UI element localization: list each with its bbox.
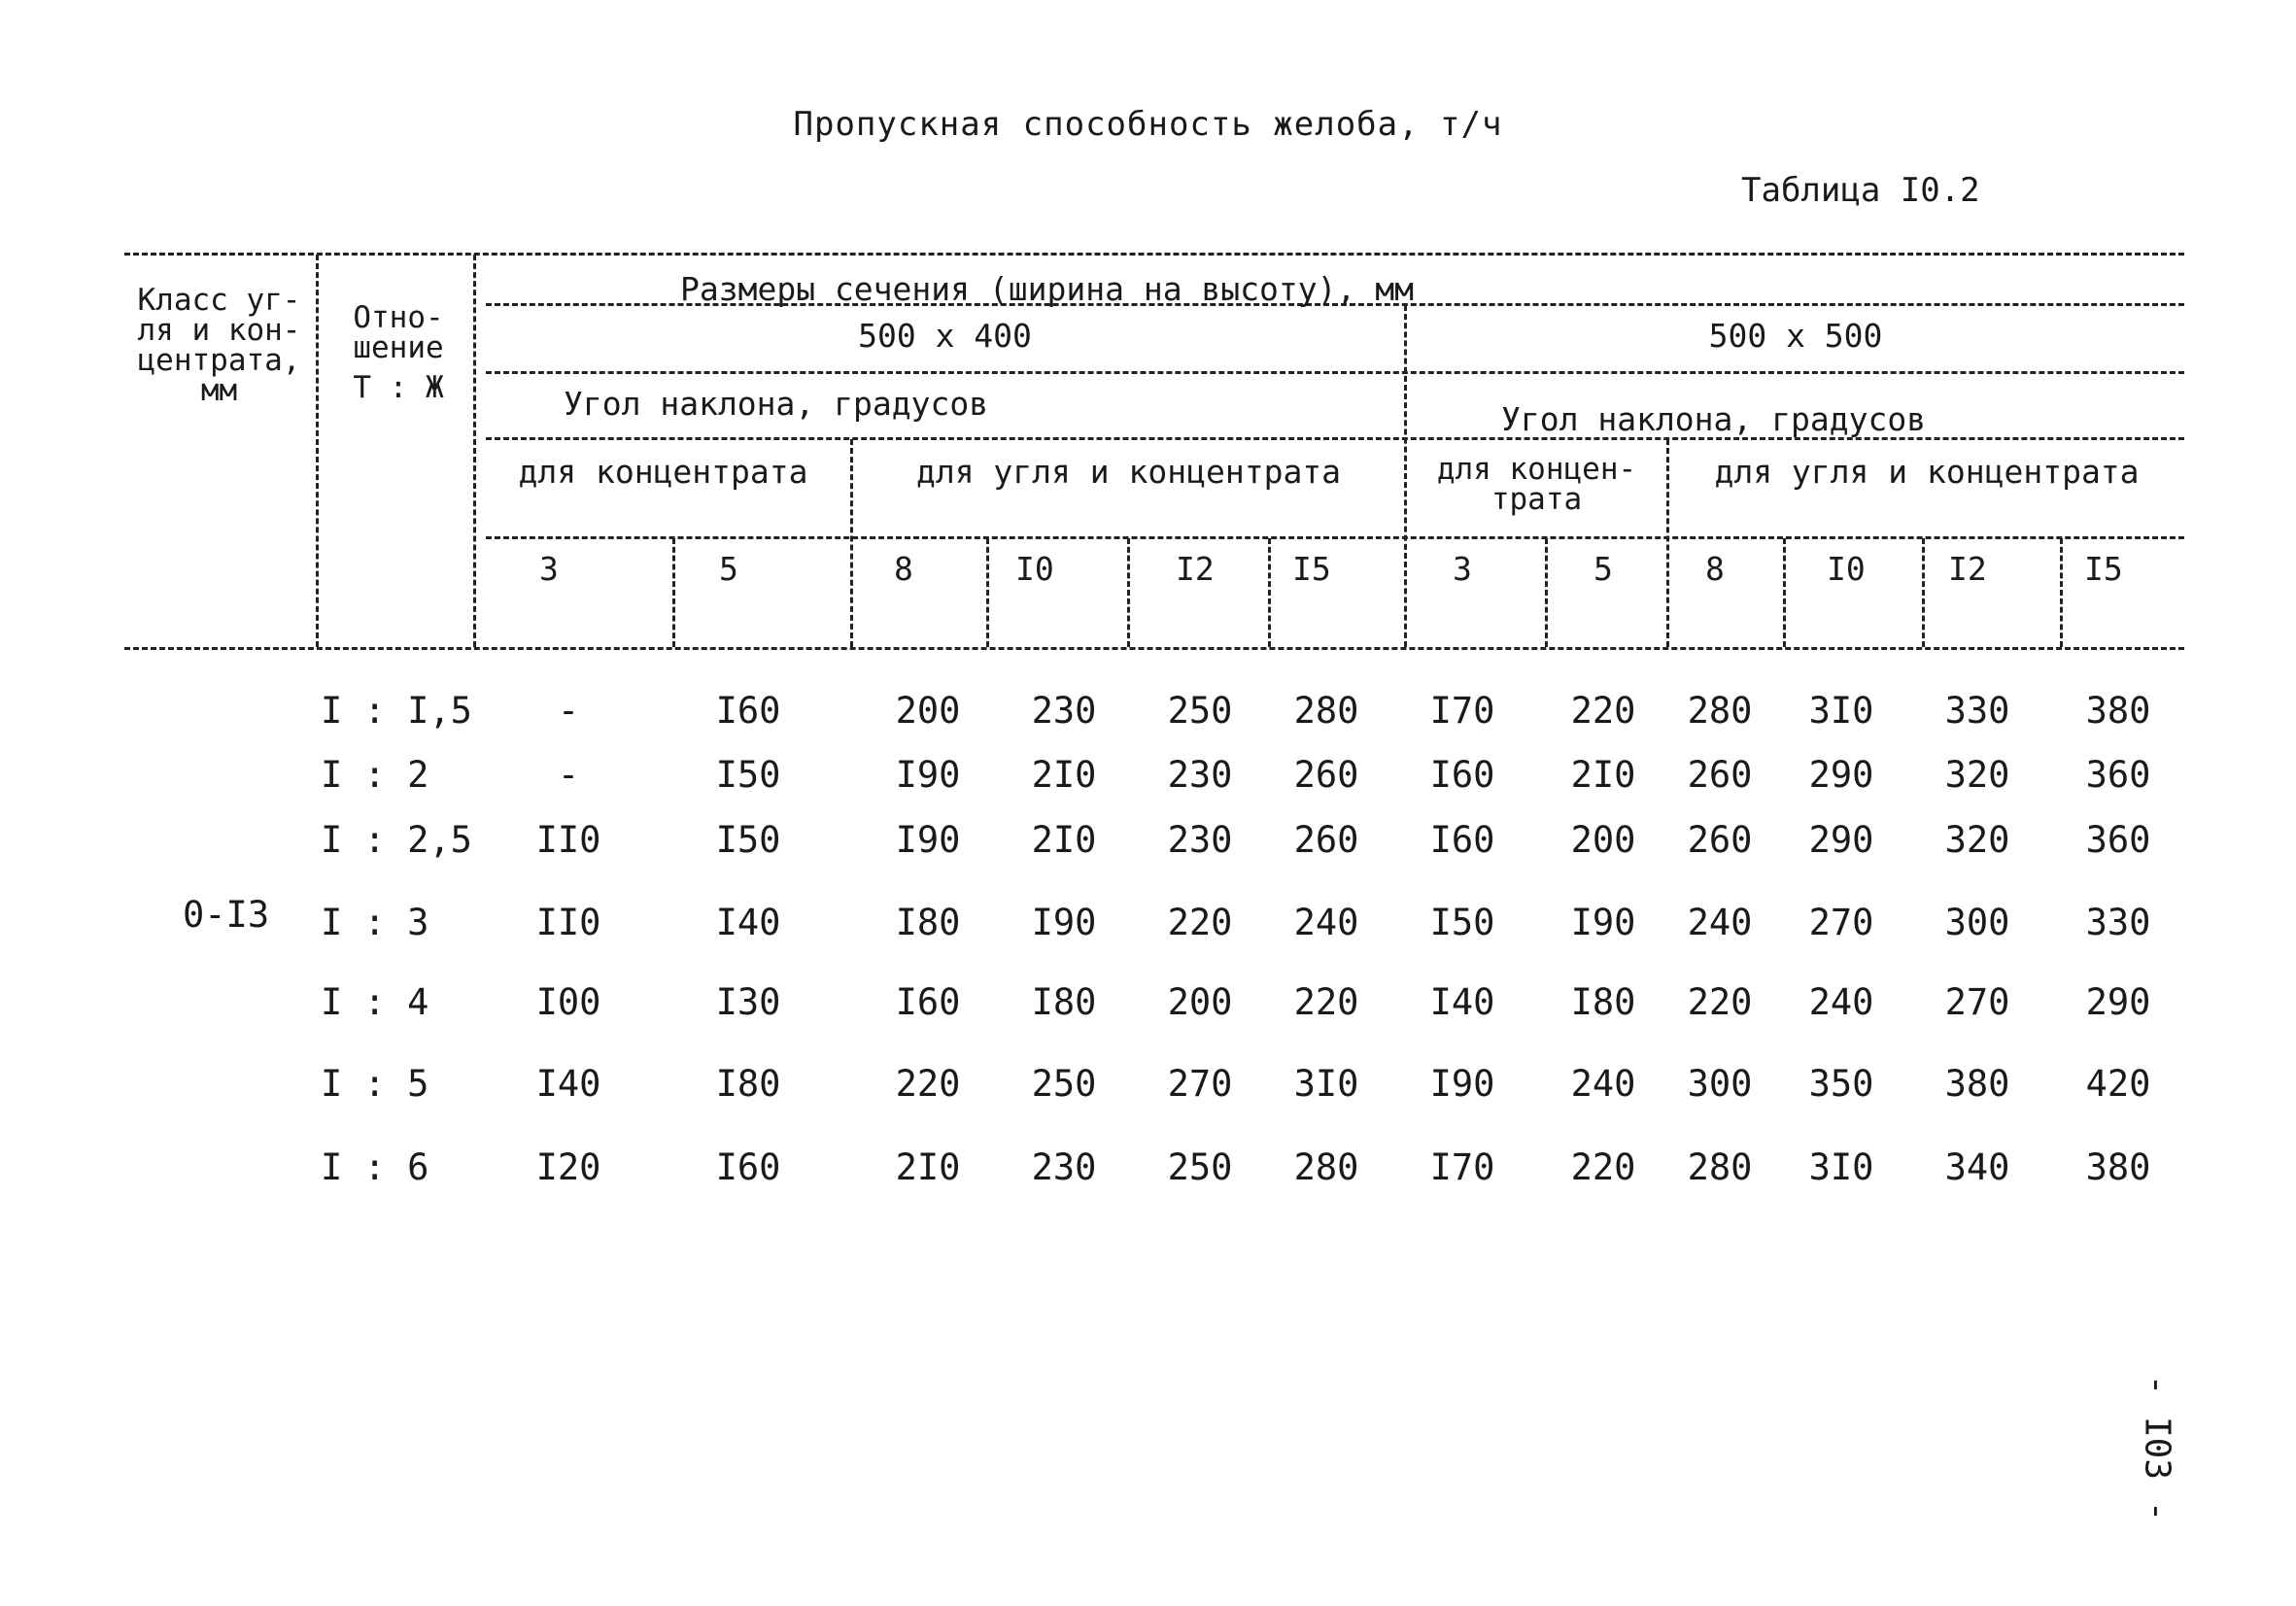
value-cell: 270: [1167, 1063, 1233, 1105]
size-rule: [486, 371, 2184, 374]
value-cell: 230: [1167, 754, 1233, 796]
value-cell: 220: [1570, 690, 1636, 732]
value-cell: 240: [1293, 902, 1359, 943]
value-cell: II0: [535, 902, 601, 943]
value-cell: I80: [715, 1063, 781, 1105]
size-label-2: 500 x 500: [1708, 317, 1883, 355]
value-cell: I30: [715, 981, 781, 1023]
value-cell: I90: [1429, 1063, 1495, 1105]
value-cell: 270: [1944, 981, 2010, 1023]
table-title: Пропускная способность желоба, т/ч: [793, 105, 1503, 144]
value-cell: 260: [1687, 819, 1753, 861]
value-cell: I70: [1429, 690, 1495, 732]
angle-rule: [486, 437, 2184, 440]
value-cell: I60: [1429, 819, 1495, 861]
value-cell: 200: [1570, 819, 1636, 861]
ratio-cell: I : 4: [321, 981, 429, 1023]
value-cell: 250: [1031, 1063, 1097, 1105]
value-cell: 300: [1687, 1063, 1753, 1105]
value-cell: 250: [1167, 690, 1233, 732]
value-cell: I50: [1429, 902, 1495, 943]
value-cell: 2I0: [1570, 754, 1636, 796]
value-cell: I90: [1031, 902, 1097, 943]
section-label: Размеры сечения (ширина на высоту), мм: [680, 270, 1414, 308]
header-class: Класс уг- ля и кон- центрата, мм: [137, 283, 301, 408]
vline-angle-d: [1268, 538, 1271, 647]
value-cell: I80: [895, 902, 961, 943]
value-cell: I20: [535, 1146, 601, 1188]
value-cell: 240: [1570, 1063, 1636, 1105]
value-cell: 260: [1293, 754, 1359, 796]
value-cell: 240: [1687, 902, 1753, 943]
value-cell: I40: [1429, 981, 1495, 1023]
page-number: - I03 -: [2137, 1374, 2177, 1522]
size-label-1: 500 x 400: [858, 317, 1032, 355]
angle-header: 3: [539, 550, 559, 588]
value-cell: I60: [1429, 754, 1495, 796]
angle-header: I5: [1292, 550, 1331, 588]
value-cell: 280: [1687, 690, 1753, 732]
value-cell: 420: [2085, 1063, 2151, 1105]
value-cell: -: [557, 754, 580, 796]
value-cell: 3I0: [1808, 1146, 1874, 1188]
value-cell: 220: [1167, 902, 1233, 943]
value-cell: 250: [1167, 1146, 1233, 1188]
group-conc-2: для концен- трата: [1436, 452, 1637, 517]
value-cell: 220: [1687, 981, 1753, 1023]
value-cell: 220: [895, 1063, 961, 1105]
value-cell: 290: [1808, 819, 1874, 861]
value-cell: 330: [2085, 902, 2151, 943]
angle-header: I0: [1015, 550, 1054, 588]
value-cell: I80: [1570, 981, 1636, 1023]
value-cell: 220: [1570, 1146, 1636, 1188]
header-ratio: Отно- шение Т : Ж: [353, 300, 444, 405]
value-cell: 2I0: [1031, 754, 1097, 796]
vline-angle-f: [1783, 538, 1786, 647]
group-coal-conc-1: для угля и концентрата: [915, 453, 1342, 491]
value-cell: 320: [1944, 754, 2010, 796]
angle-label-2: Угол наклона, градусов: [1501, 400, 1927, 438]
value-cell: 380: [1944, 1063, 2010, 1105]
value-cell: I90: [1570, 902, 1636, 943]
value-cell: 2I0: [895, 1146, 961, 1188]
value-cell: I90: [895, 819, 961, 861]
value-cell: I60: [715, 690, 781, 732]
header-top-rule: [124, 253, 2184, 256]
table-number: Таблица I0.2: [1741, 171, 1980, 210]
ratio-cell: I : 6: [321, 1146, 429, 1188]
vline-angle-g: [1922, 538, 1925, 647]
angle-header: 3: [1453, 550, 1472, 588]
value-cell: I50: [715, 819, 781, 861]
value-cell: 260: [1293, 819, 1359, 861]
angle-header: I0: [1827, 550, 1866, 588]
value-cell: 260: [1687, 754, 1753, 796]
value-cell: 330: [1944, 690, 2010, 732]
vline-angle-a: [672, 538, 675, 647]
value-cell: 360: [2085, 754, 2151, 796]
angle-header: 8: [894, 550, 913, 588]
value-cell: 290: [1808, 754, 1874, 796]
value-cell: 380: [2085, 690, 2151, 732]
header-bottom-rule: [124, 647, 2184, 650]
value-cell: 200: [1167, 981, 1233, 1023]
ratio-cell: I : 3: [321, 902, 429, 943]
ratio-cell: I : 2: [321, 754, 429, 796]
value-cell: 230: [1167, 819, 1233, 861]
value-cell: 3I0: [1293, 1063, 1359, 1105]
value-cell: I60: [895, 981, 961, 1023]
value-cell: 3I0: [1808, 690, 1874, 732]
value-cell: I40: [535, 1063, 601, 1105]
angle-header: 8: [1705, 550, 1725, 588]
angle-label-1: Угол наклона, градусов: [564, 385, 989, 423]
vline-ratio: [473, 255, 476, 647]
ratio-cell: I : 2,5: [321, 819, 472, 861]
value-cell: 270: [1808, 902, 1874, 943]
value-cell: I70: [1429, 1146, 1495, 1188]
vline-angle-e: [1545, 538, 1548, 647]
value-cell: 280: [1293, 1146, 1359, 1188]
value-cell: 300: [1944, 902, 2010, 943]
value-cell: II0: [535, 819, 601, 861]
angle-header: I2: [1948, 550, 1987, 588]
angle-header: 5: [719, 550, 738, 588]
angle-header: I2: [1176, 550, 1215, 588]
value-cell: 280: [1687, 1146, 1753, 1188]
vline-class: [316, 255, 319, 647]
group-rule: [486, 536, 2184, 539]
value-cell: 340: [1944, 1146, 2010, 1188]
value-cell: 380: [2085, 1146, 2151, 1188]
value-cell: 280: [1293, 690, 1359, 732]
value-cell: 200: [895, 690, 961, 732]
value-cell: 350: [1808, 1063, 1874, 1105]
value-cell: I60: [715, 1146, 781, 1188]
group-conc-1: для концентрата: [518, 453, 808, 491]
value-cell: I50: [715, 754, 781, 796]
value-cell: I80: [1031, 981, 1097, 1023]
ratio-cell: I : 5: [321, 1063, 429, 1105]
value-cell: 220: [1293, 981, 1359, 1023]
value-cell: -: [557, 690, 580, 732]
ratio-cell: I : I,5: [321, 690, 472, 732]
value-cell: 230: [1031, 1146, 1097, 1188]
value-cell: I40: [715, 902, 781, 943]
value-cell: 230: [1031, 690, 1097, 732]
coal-class-value: 0-I3: [183, 894, 270, 936]
value-cell: 240: [1808, 981, 1874, 1023]
group-coal-conc-2: для угля и концентрата: [1714, 453, 2140, 491]
vline-angle-c: [1127, 538, 1130, 647]
value-cell: 320: [1944, 819, 2010, 861]
angle-header: 5: [1593, 550, 1613, 588]
angle-header: I5: [2084, 550, 2123, 588]
value-cell: I90: [895, 754, 961, 796]
value-cell: I00: [535, 981, 601, 1023]
value-cell: 2I0: [1031, 819, 1097, 861]
value-cell: 360: [2085, 819, 2151, 861]
vline-angle-h: [2060, 538, 2063, 647]
value-cell: 290: [2085, 981, 2151, 1023]
vline-angle-b: [986, 538, 989, 647]
